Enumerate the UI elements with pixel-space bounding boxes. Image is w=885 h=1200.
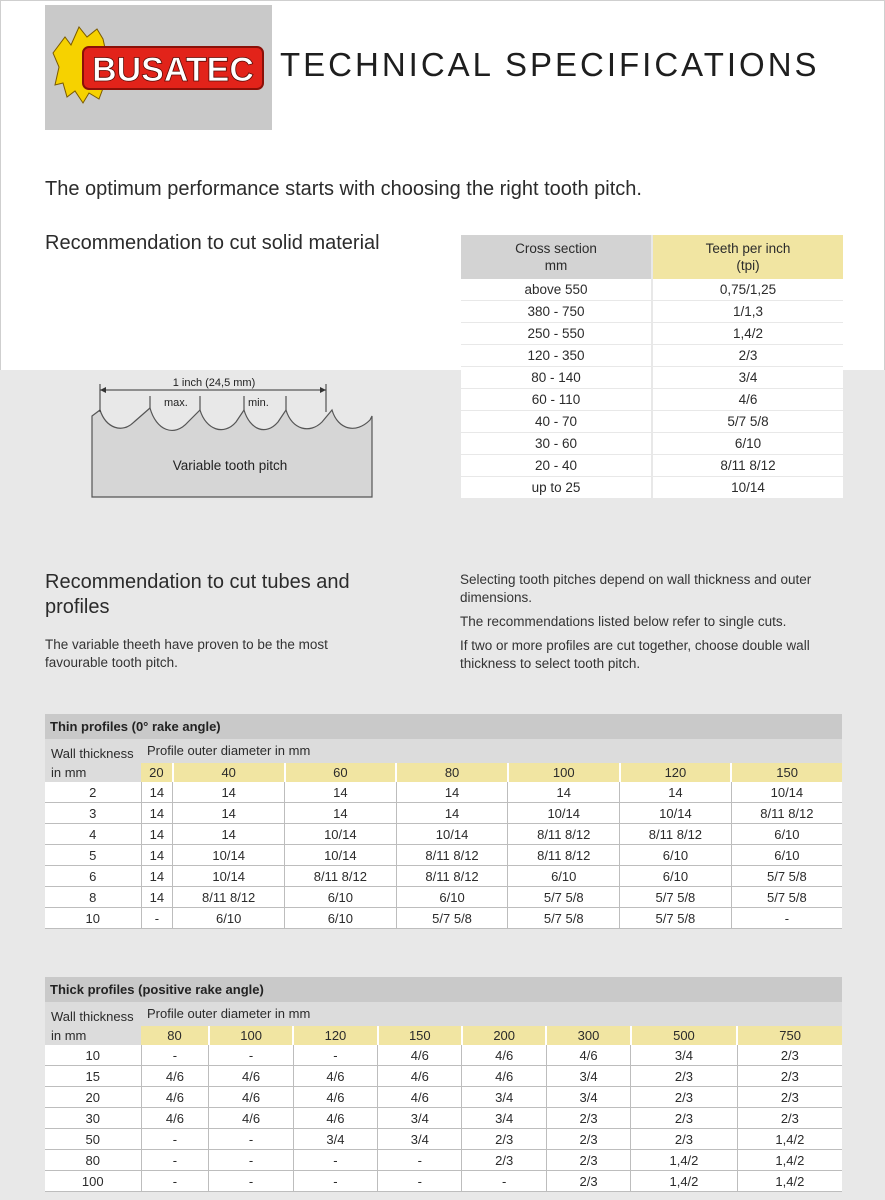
tpi-cell: 14 xyxy=(396,803,508,824)
tpi-cell: 10/14 xyxy=(285,845,397,866)
diameter-header: 200 xyxy=(462,1026,546,1045)
tpi-cell: 2/3 xyxy=(631,1108,738,1129)
tpi-cell: - xyxy=(209,1150,293,1171)
cross-section-cell: up to 25 xyxy=(461,477,652,499)
tpi-cell: 14 xyxy=(173,824,285,845)
tpi-cell: - xyxy=(141,1045,209,1066)
tpi-cell: - xyxy=(293,1150,377,1171)
table-row xyxy=(45,1066,842,1087)
tpi-cell: 14 xyxy=(620,782,732,803)
tpi-cell: 14 xyxy=(141,887,173,908)
arrow-right-icon xyxy=(320,387,326,393)
cross-section-cell: 120 - 350 xyxy=(461,345,652,367)
wall-unit: in mm xyxy=(51,1028,87,1043)
diameter-header: 150 xyxy=(378,1026,462,1045)
thin-table-title: Thin profiles (0° rake angle) xyxy=(45,714,842,739)
tpi-cell: 14 xyxy=(141,803,173,824)
wall-thickness-cell: 8 xyxy=(45,887,141,908)
tpi-cell: 2/3 xyxy=(737,1108,842,1129)
wall-label: Wall thickness xyxy=(51,746,134,761)
table-row xyxy=(45,803,842,824)
tpi-cell: 2/3 xyxy=(546,1108,630,1129)
tpi-cell: 10/14 xyxy=(731,782,842,803)
tpi-cell: 1,4/2 xyxy=(737,1171,842,1192)
cross-section-cell: 40 - 70 xyxy=(461,411,652,433)
tpi-cell: 4/6 xyxy=(378,1087,462,1108)
tpi-cell: 3/4 xyxy=(546,1066,630,1087)
tpi-cell: - xyxy=(209,1129,293,1150)
tpi-cell: - xyxy=(141,1129,209,1150)
tpi-cell: 2/3 xyxy=(546,1129,630,1150)
cross-section-cell: 20 - 40 xyxy=(461,455,652,477)
thick-profiles-table xyxy=(45,977,842,1192)
tpi-cell: 10/14 xyxy=(620,803,732,824)
tpi-cell: 3/4 xyxy=(378,1129,462,1150)
tpi-cell: 4/6 xyxy=(462,1066,546,1087)
table-row xyxy=(461,411,843,433)
table-row xyxy=(461,389,843,411)
tpi-cell: 6/10 xyxy=(173,908,285,929)
tpi-cell: - xyxy=(462,1171,546,1192)
tpi-cell: 2/3 xyxy=(631,1066,738,1087)
intro-text: The optimum performance starts with choosing the right tooth pitch. xyxy=(45,178,642,200)
tubes-left-text: The variable theeth have proven to be the most favourable tooth pitch. xyxy=(45,637,328,670)
tpi-cell: 1,4/2 xyxy=(631,1171,738,1192)
tpi-cell: 0,75/1,25 xyxy=(652,279,843,301)
tpi-cell: 10/14 xyxy=(508,803,620,824)
wall-label: Wall thickness xyxy=(51,1009,134,1024)
tpi-cell: 3/4 xyxy=(652,367,843,389)
tpi-cell: 5/7 5/8 xyxy=(396,908,508,929)
wall-thickness-cell: 50 xyxy=(45,1129,141,1150)
diagram-caption: Variable tooth pitch xyxy=(172,458,288,473)
tpi-cell: 5/7 5/8 xyxy=(508,887,620,908)
tpi-cell: - xyxy=(209,1045,293,1066)
tubes-right-text xyxy=(460,571,850,679)
cross-section-cell: above 550 xyxy=(461,279,652,301)
tpi-cell: 14 xyxy=(508,782,620,803)
table-row xyxy=(45,824,842,845)
diameter-header: 80 xyxy=(396,763,508,782)
tpi-cell: 10/14 xyxy=(652,477,843,499)
table-row xyxy=(461,345,843,367)
wall-thickness-cell: 3 xyxy=(45,803,141,824)
table-row xyxy=(45,1087,842,1108)
wall-unit: in mm xyxy=(51,765,87,780)
tpi-cell: 4/6 xyxy=(462,1045,546,1066)
diameter-header: 500 xyxy=(631,1026,738,1045)
tpi-cell: 6/10 xyxy=(285,887,397,908)
tpi-cell: 6/10 xyxy=(508,866,620,887)
tpi-cell: 14 xyxy=(173,803,285,824)
tpi-cell: 4/6 xyxy=(378,1066,462,1087)
tpi-cell: 14 xyxy=(285,782,397,803)
tpi-cell: 5/7 5/8 xyxy=(731,887,842,908)
tpi-cell: 1,4/2 xyxy=(652,323,843,345)
table-row xyxy=(45,1171,842,1192)
tpi-cell: 2/3 xyxy=(546,1150,630,1171)
tpi-cell: 1,4/2 xyxy=(737,1129,842,1150)
tpi-cell: 8/11 8/12 xyxy=(508,824,620,845)
diameter-header: 20 xyxy=(141,763,173,782)
tpi-cell: 2/3 xyxy=(631,1129,738,1150)
tpi-cell: 5/7 5/8 xyxy=(508,908,620,929)
tpi-cell: - xyxy=(378,1150,462,1171)
tpi-cell: 6/10 xyxy=(731,845,842,866)
table-row xyxy=(461,301,843,323)
table-row xyxy=(45,1045,842,1066)
table-row xyxy=(461,455,843,477)
tpi-cell: 14 xyxy=(396,782,508,803)
thick-table-title: Thick profiles (positive rake angle) xyxy=(45,977,842,1002)
tpi-cell: 6/10 xyxy=(396,887,508,908)
tpi-cell: 2/3 xyxy=(546,1171,630,1192)
tpi-cell: 4/6 xyxy=(209,1066,293,1087)
saw-blade-shape xyxy=(92,408,372,497)
wall-thickness-cell: 4 xyxy=(45,824,141,845)
tpi-cell: 2/3 xyxy=(631,1087,738,1108)
tpi-cell: 2/3 xyxy=(737,1087,842,1108)
tpi-header xyxy=(652,235,843,279)
table-row xyxy=(461,477,843,499)
tpi-cell: 3/4 xyxy=(546,1087,630,1108)
table-row xyxy=(45,1108,842,1129)
cross-section-cell: 60 - 110 xyxy=(461,389,652,411)
tpi-cell: 14 xyxy=(285,803,397,824)
tpi-cell: 8/11 8/12 xyxy=(173,887,285,908)
thin-wall-header xyxy=(45,739,141,782)
tpi-cell: 4/6 xyxy=(652,389,843,411)
tpi-cell: 5/7 5/8 xyxy=(731,866,842,887)
tpi-cell: 4/6 xyxy=(141,1108,209,1129)
wall-thickness-cell: 20 xyxy=(45,1087,141,1108)
table-row xyxy=(45,887,842,908)
tpi-cell: 3/4 xyxy=(462,1108,546,1129)
table-row xyxy=(461,323,843,345)
tpi-cell: 8/11 8/12 xyxy=(285,866,397,887)
tpi-cell: - xyxy=(141,908,173,929)
cross-section-cell: 30 - 60 xyxy=(461,433,652,455)
tpi-cell: 6/10 xyxy=(620,845,732,866)
table-row xyxy=(45,908,842,929)
tpi-label: Teeth per inch xyxy=(705,241,791,256)
tpi-cell: - xyxy=(141,1150,209,1171)
tpi-cell: 2/3 xyxy=(462,1129,546,1150)
tpi-cell: 8/11 8/12 xyxy=(508,845,620,866)
tpi-cell: 8/11 8/12 xyxy=(731,803,842,824)
tpi-cell: 2/3 xyxy=(737,1066,842,1087)
table-row xyxy=(461,367,843,389)
tpi-cell: 8/11 8/12 xyxy=(652,455,843,477)
diameter-header: 300 xyxy=(546,1026,630,1045)
tpi-cell: - xyxy=(293,1171,377,1192)
tpi-cell: 4/6 xyxy=(293,1087,377,1108)
tpi-cell: 4/6 xyxy=(378,1045,462,1066)
min-label: min. xyxy=(248,397,269,409)
tpi-cell: 6/10 xyxy=(652,433,843,455)
tpi-cell: 14 xyxy=(141,866,173,887)
tpi-cell: 4/6 xyxy=(293,1108,377,1129)
diameter-header: 60 xyxy=(285,763,397,782)
wall-thickness-cell: 10 xyxy=(45,908,141,929)
tpi-unit: (tpi) xyxy=(736,258,760,273)
cross-section-cell: 380 - 750 xyxy=(461,301,652,323)
tpi-cell: 5/7 5/8 xyxy=(652,411,843,433)
wall-thickness-cell: 10 xyxy=(45,1045,141,1066)
table-row xyxy=(461,279,843,301)
tpi-cell: 4/6 xyxy=(141,1087,209,1108)
tpi-cell: 6/10 xyxy=(620,866,732,887)
tubes-right-p2: The recommendations listed below refer to single cuts. xyxy=(460,614,787,629)
tpi-cell: - xyxy=(293,1045,377,1066)
tpi-cell: 4/6 xyxy=(293,1066,377,1087)
table-row xyxy=(45,1150,842,1171)
wall-thickness-cell: 6 xyxy=(45,866,141,887)
tpi-cell: 14 xyxy=(141,845,173,866)
tpi-cell: 2/3 xyxy=(462,1150,546,1171)
thick-wall-header xyxy=(45,1002,141,1045)
tooth-pitch-diagram xyxy=(88,372,388,507)
solid-heading: Recommendation to cut solid material xyxy=(45,232,380,254)
tpi-cell: 3/4 xyxy=(293,1129,377,1150)
wall-thickness-cell: 5 xyxy=(45,845,141,866)
tpi-cell: 3/4 xyxy=(462,1087,546,1108)
tpi-cell: 3/4 xyxy=(378,1108,462,1129)
diameter-header: 750 xyxy=(737,1026,842,1045)
table-row xyxy=(45,845,842,866)
tpi-cell: - xyxy=(378,1171,462,1192)
tpi-cell: 8/11 8/12 xyxy=(620,824,732,845)
tpi-cell: 14 xyxy=(141,782,173,803)
brand-name: BUSATEC xyxy=(92,51,254,89)
wall-thickness-cell: 30 xyxy=(45,1108,141,1129)
wall-thickness-cell: 15 xyxy=(45,1066,141,1087)
tpi-cell: 5/7 5/8 xyxy=(620,908,732,929)
cross-section-unit: mm xyxy=(544,258,568,273)
logo-box xyxy=(45,5,272,130)
tpi-cell: 8/11 8/12 xyxy=(396,866,508,887)
table-row xyxy=(45,866,842,887)
diameter-header: 150 xyxy=(731,763,842,782)
cross-section-label: Cross section xyxy=(515,241,597,256)
wall-thickness-cell: 100 xyxy=(45,1171,141,1192)
tpi-cell: 10/14 xyxy=(173,845,285,866)
diameter-header: 120 xyxy=(620,763,732,782)
tpi-cell: - xyxy=(731,908,842,929)
cross-section-cell: 80 - 140 xyxy=(461,367,652,389)
page-title: TECHNICAL SPECIFICATIONS xyxy=(280,46,820,83)
tpi-cell: 8/11 8/12 xyxy=(396,845,508,866)
tpi-cell: 4/6 xyxy=(209,1087,293,1108)
tpi-cell: 6/10 xyxy=(731,824,842,845)
tpi-cell: - xyxy=(141,1171,209,1192)
tpi-cell: 6/10 xyxy=(285,908,397,929)
tpi-cell: 2/3 xyxy=(737,1045,842,1066)
thick-od-header: Profile outer diameter in mm xyxy=(141,1002,842,1026)
tpi-cell: 1,4/2 xyxy=(631,1150,738,1171)
tpi-cell: 14 xyxy=(173,782,285,803)
table-row xyxy=(461,433,843,455)
tpi-cell: 5/7 5/8 xyxy=(620,887,732,908)
max-label: max. xyxy=(164,397,188,409)
table-row xyxy=(45,782,842,803)
tpi-cell: 3/4 xyxy=(631,1045,738,1066)
tpi-cell: 14 xyxy=(141,824,173,845)
tpi-cell: 4/6 xyxy=(209,1108,293,1129)
solid-material-table xyxy=(461,235,843,499)
tpi-cell: 1,4/2 xyxy=(737,1150,842,1171)
tubes-heading: Recommendation to cut tubes and profiles xyxy=(45,571,350,618)
thin-od-header: Profile outer diameter in mm xyxy=(141,739,842,763)
inch-label: 1 inch (24,5 mm) xyxy=(172,377,256,389)
tpi-cell: 10/14 xyxy=(396,824,508,845)
tpi-cell: 10/14 xyxy=(173,866,285,887)
thin-profiles-table xyxy=(45,714,842,929)
table-row xyxy=(45,1129,842,1150)
diameter-header: 40 xyxy=(173,763,285,782)
arrow-left-icon xyxy=(100,387,106,393)
tubes-right-p1: Selecting tooth pitches depend on wall thickness and outer dimensions. xyxy=(460,572,812,605)
tpi-cell: 2/3 xyxy=(652,345,843,367)
tpi-cell: 4/6 xyxy=(546,1045,630,1066)
diameter-header: 100 xyxy=(508,763,620,782)
tubes-right-p3: If two or more profiles are cut together, choose double wall thickness to select tooth pitch. xyxy=(460,638,810,671)
tpi-cell: - xyxy=(209,1171,293,1192)
wall-thickness-cell: 80 xyxy=(45,1150,141,1171)
busatec-logo xyxy=(45,5,272,130)
cross-section-header xyxy=(461,235,652,279)
diameter-header: 100 xyxy=(209,1026,293,1045)
tpi-cell: 10/14 xyxy=(285,824,397,845)
diameter-header: 80 xyxy=(141,1026,209,1045)
wall-thickness-cell: 2 xyxy=(45,782,141,803)
tpi-cell: 1/1,3 xyxy=(652,301,843,323)
tpi-cell: 4/6 xyxy=(141,1066,209,1087)
cross-section-cell: 250 - 550 xyxy=(461,323,652,345)
diameter-header: 120 xyxy=(293,1026,377,1045)
